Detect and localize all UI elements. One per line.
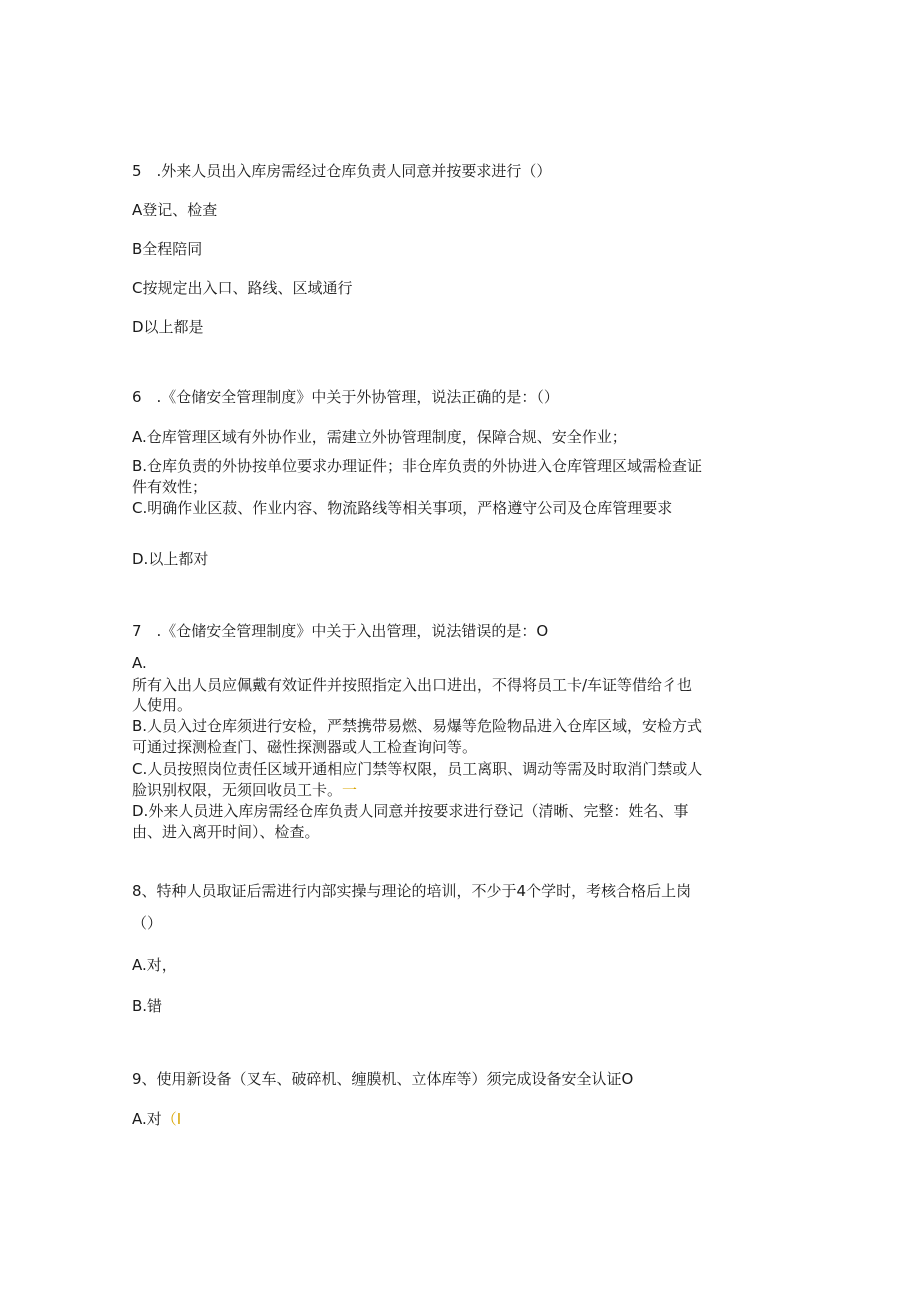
q8-option-b: B.错 [132, 997, 163, 1015]
q9-trailing-mark: （I [161, 1110, 182, 1128]
q9-option-a: A.对 [132, 1110, 162, 1128]
q7-option-c-cont [132, 779, 792, 801]
q7-option-b: B.人员入过仓库须进行安检，严禁携带易燃、易爆等危险物品进入仓库区域，安检方式 [132, 717, 703, 735]
q7-option-a-cont: 人使用。 [132, 696, 193, 714]
q7-option-d-cont: 由、进入离开时间）、检查。 [132, 823, 320, 841]
q6-option-c: C.明确作业区菽、作业内容、物流路线等相关事项，严格遵守公司及仓库管理要求 [132, 499, 673, 517]
q5-option-a: A登记、检查 [132, 201, 218, 219]
q5-option-c: C按规定出入口、路线、区域通行 [132, 279, 353, 297]
q6-option-b-cont: 件有效性； [132, 478, 208, 496]
q7-option-a-text: 所有入出人员应佩戴有效证件并按照指定入出口进出，不得将员工卡/车证等借给彳也 [132, 676, 693, 694]
q9-option-a-line [132, 1108, 792, 1130]
q6-option-a: A.仓库管理区域有外协作业，需建立外协管理制度，保障合规、安全作业； [132, 428, 627, 446]
question-6: 6 .《仓储安全管理制度》中关于外协管理，说法正确的是：（） [132, 388, 559, 406]
q5-option-b: B全程陪同 [132, 240, 203, 258]
q6-option-d: D.以上都对 [132, 550, 209, 568]
question-8-cont: （） [132, 914, 163, 932]
q5-option-d: D以上都是 [132, 318, 204, 336]
q7-option-c-cont-text: 脸识别权限，无须回收员工卡。 [132, 781, 343, 799]
q7-option-b-cont: 可通过探测检查门、磁性探测器或人工检查询问等。 [132, 738, 478, 756]
question-7: 7 .《仓储安全管理制度》中关于入出管理，说法错误的是：O [132, 622, 549, 640]
q7-trailing-mark: 一 [342, 781, 358, 799]
q7-option-a: A. [132, 654, 147, 672]
q6-option-b: B.仓库负责的外协按单位要求办理证件；非仓库负责的外协进入仓库管理区域需检查证 [132, 457, 703, 475]
q7-option-c: C.人员按照岗位责任区域开通相应门禁等权限，员工离职、调动等需及时取消门禁或人 [132, 760, 703, 778]
question-8: 8、特种人员取证后需进行内部实操与理论的培训，不少于4个学时，考核合格后上岗 [132, 882, 692, 900]
question-9: 9、使用新设备（叉车、破碎机、缠膜机、立体库等）须完成设备安全认证O [132, 1070, 634, 1088]
q8-option-a: A.对， [132, 956, 177, 974]
q7-option-d: D.外来人员进入库房需经仓库负责人同意并按要求进行登记（清晰、完整：姓名、事 [132, 802, 689, 820]
question-5: 5 .外来人员出入库房需经过仓库负责人同意并按要求进行（） [132, 162, 552, 180]
